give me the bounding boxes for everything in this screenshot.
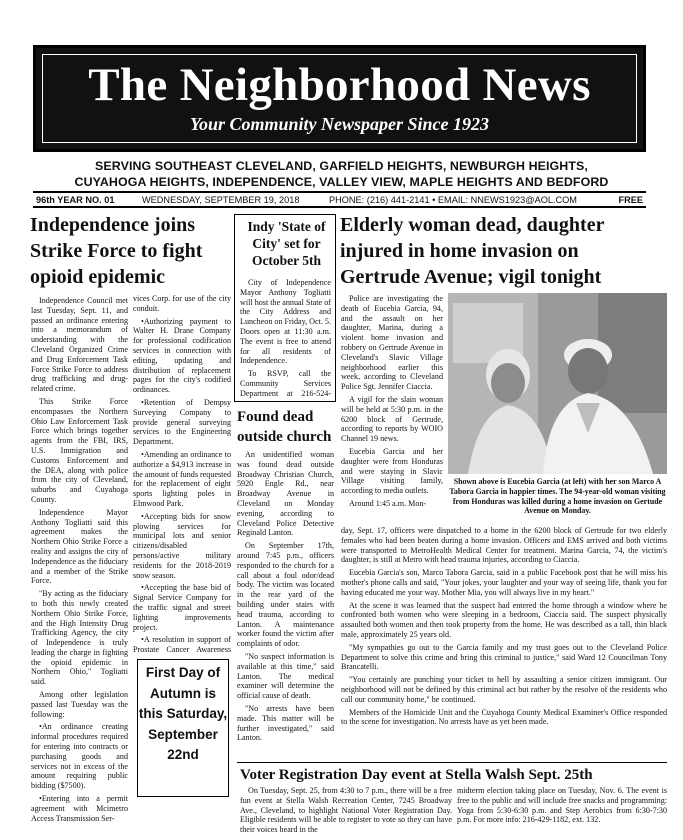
paragraph: "By acting as the fiduciary to both this newly created Northern Ohio Strike Force, and the High Intensity Drug Trafficking Agency, the city of Independence is truly leading the charge in fighting the opioid epidemic in Northern Ohio," Togliatti said. (31, 589, 128, 687)
voter-registration-column-2 (457, 786, 667, 840)
strike-force-headline: Independence joins Strike Force to fight opioid epidemic (30, 214, 203, 288)
state-of-city-headline: Indy 'State of City' set for October 5th (247, 219, 326, 268)
paragraph: An unidentified woman was found dead outside Broadway Christian Church, 5920 Engle Rd., near Broadway Avenue in Cleveland on Monday evening, according to Cleveland Police Detective Reginald Lanton. (237, 450, 334, 538)
paragraph: "No suspect information is available at this time," said Lanton. The medical examiner will determine the official cause of death. (237, 651, 334, 701)
voter-registration-headline: Voter Registration Day event at Stella Walsh Sept. 25th (240, 767, 593, 783)
newspaper-tagline: Your Community Newspaper Since 1923 (189, 114, 490, 134)
garcia-family-photo (448, 293, 667, 474)
paragraph: On Tuesday, Sept. 25, from 4:30 to 7 p.m., there will be a free fun event at Stella Walsh Recreation Center, 7245 Broadway Ave., Cleveland, to highlight National Voter Registration Day. Eligible residents will be able to register to vote so they can have their voices heard in the (240, 786, 452, 835)
found-dead-body (237, 450, 334, 756)
paragraph: "My sympathies go out to the Garcia family and my trust goes out to the Cleveland Police Department to solve this crime and bring this criminal to justice," said Ward 12 Councilman Tony Brancatelli. (341, 642, 667, 672)
paragraph: Members of the Homicide Unit and the Cuyahoga County Medical Examiner's Office responded to the scene for investigation. No arrests have as yet been made. (341, 707, 667, 727)
paragraph: •Retention of Dempsy Surveying Company to provide general surveying services to the Engineering Department. (133, 397, 231, 447)
issue-info-bar (33, 191, 646, 208)
strike-force-column-1 (31, 296, 128, 840)
section-divider (237, 762, 667, 763)
paragraph: "You certainly are punching your ticket to hell by assaulting a senior citizen immigrant. Our neighborhood will not be defined by this criminal act but rather by the resolve of the residents who call our community home," he continued. (341, 675, 667, 704)
paragraph: •Accepting the base bid of Signal Service Company for the traffic signal and street lighting improvements project. (133, 583, 231, 632)
paragraph: •A resolution in support of Prostate Cancer Awareness (133, 635, 231, 655)
found-dead-headline: Found dead outside church (237, 409, 332, 445)
paragraph: vices Corp. for use of the city conduit. (133, 294, 231, 313)
paragraph: At the scene it was learned that the suspect had entered the home through a window where he confronted both women who were sleeping in a bedroom, Ciaccia said. The suspect physically assaulted both women and then took property from the home. He was described as a tall, thin black male, approximately 25 years old. (341, 600, 667, 639)
paragraph: On September 17th, around 7:45 p.m., officers responded to the church for a call about a foul odor/dead body. The victim was located in the rear yard of the building under stairs with head trauma, according to Lanton. A maintenance worker found the victim after complaints of odor. (237, 541, 334, 649)
paragraph: •Accepting bids for snow plowing services for municipal lots and senior citizens/disabled persons/active military residents for the 2018-2019 snow season. (133, 511, 231, 580)
serving-line-1: SERVING SOUTHEAST CLEVELAND, GARFIELD HEIGHTS, NEWBURGH HEIGHTS, (95, 159, 588, 173)
paragraph: midterm election taking place on Tuesday, Nov. 6. The event is free to the public and will include free snacks and programming: Yoga from 5:30-6:30 p.m. and Step Aerobics from 6:30-7:30 p.m. For more info: 216-429-1182, ext. 132. (457, 786, 667, 825)
home-invasion-headline: Elderly woman dead, daughter injured in home invasion on Gertrude Avenue; vigil tonight (340, 214, 605, 288)
strike-force-column-2 (133, 294, 231, 656)
paragraph: Police are investigating the death of Eucebia Garcia, 94, and the assault on her daughter, Marina, during a violent home invasion and robbery on Gertrude Avenue in Cleveland's Slavic Village neighborhood earlier this week, according to Cleveland Police Sgt. Jennifer Ciaccia. (341, 294, 443, 392)
price-label: FREE (618, 195, 643, 205)
newspaper-title: The Neighborhood News (88, 59, 591, 111)
issue-date: WEDNESDAY, SEPTEMBER 19, 2018 (142, 195, 300, 205)
masthead (33, 45, 646, 152)
state-of-city-body (240, 278, 331, 400)
paragraph: day, Sept. 17, officers were dispatched to a home in the 6200 block of Gertrude for two elderly females who had been beaten during a home invasion. Officers and EMS arrived and both victims were transported to MetroHealth Medical Center for treatment. Marina Garcia, 74, the victim's daughter, is still at Metro with head trauma injuries, according to Ciaccia. (341, 526, 667, 565)
paragraph: City of Independence Mayor Anthony Togliatti will host the annual State of the City Address and Luncheon on Friday, Oct. 5. Doors open at 11:30 a.m. The event is free to attend for all residents of Independence. (240, 278, 331, 366)
issue-number: 96th YEAR NO. 01 (36, 195, 115, 205)
paragraph: This Strike Force encompasses the Northern Ohio Law Enforcement Task Force which brings together agents from the FBI, IRS, U.S. Immigration and Customs Enforcement and the DEA, along with police from the city of Cleveland, suburbs and Cuyahoga County. (31, 396, 128, 504)
paragraph: A vigil for the slain woman will be held at 5:30 p.m. in the 6200 block of Gertrude, according to reports by WOIO Channel 19 news. (341, 394, 443, 444)
paragraph: "No arrests have been made. This matter will be further investigated," said Lanton. (237, 703, 334, 743)
home-invasion-intro (341, 294, 443, 526)
paragraph: •Entering into a permit agreement with Mcimetro Access Transmission Ser- (31, 794, 128, 823)
paragraph: •Amending an ordinance to authorize a $4,913 increase in the amount of funds requested for the replacement of eight sports lighting poles in Elmwood Park. (133, 449, 231, 508)
paragraph: •Authorizing payment to Walter H. Drane Company for professional codification services in connection with editing, updating and distribution of replacement pages for the city's codified ordinances. (133, 316, 231, 395)
paragraph: Independence Council met last Tuesday, Sept. 11, and passed an ordinance entering into a memorandum of understanding with the Cleveland Organized Crime and Drug Enforcement Task Force Strike Force to address drug trafficking and drug-related crime. (31, 296, 128, 394)
paragraph: Eucebia Garcia's son, Marco Tabora Garcia, said in a public Facebook post that he will miss his mother's phone calls and said, "Your jokes, your laughter and your way of seeing life, thank you for having educated me your way. Mother Mia, you will always live in my heart." (341, 568, 667, 597)
paragraph: Around 1:45 a.m. Mon- (349, 498, 427, 508)
photo-caption: Shown above is Eucebia Garcia (at left) with her son Marco A Tabora Garcia in happier times. The 94-year-old woman visiting from Honduras was killed during a home invasion on Gertude Avenue on Monday. (449, 477, 666, 516)
home-invasion-body (341, 526, 667, 764)
voter-registration-column-1 (240, 786, 452, 840)
paragraph: Independence Mayor Anthony Togliatti said this agreement makes the Northern Ohio Strike Force a reality and assigns the city of Independence as the fiduciary and a member of the Strike Force. (31, 507, 128, 586)
serving-line-2: CUYAHOGA HEIGHTS, INDEPENDENCE, VALLEY VIEW, MAPLE HEIGHTS AND BEDFORD (74, 175, 609, 189)
contact-info: PHONE: (216) 441-2141 • EMAIL: NNEWS1923@AOL.COM (329, 195, 577, 205)
paragraph: Among other legislation passed last Tuesday was the following: (31, 690, 128, 719)
photo-image (448, 293, 667, 474)
paragraph: Eucebia Garcia and her daughter were from Honduras and were staying in Slavic Village visiting family, according to media outlets. (341, 446, 443, 496)
paragraph: To RSVP, call the Community Services Department at 216-524- (240, 369, 331, 398)
first-day-of-autumn-box: First Day of Autumn is this Saturday, September 22nd (137, 659, 229, 797)
paragraph: •An ordinance creating informal procedures required for entering into contracts or purchasing goods and services not in excess of the amount requiring public bidding ($7500). (31, 722, 128, 791)
